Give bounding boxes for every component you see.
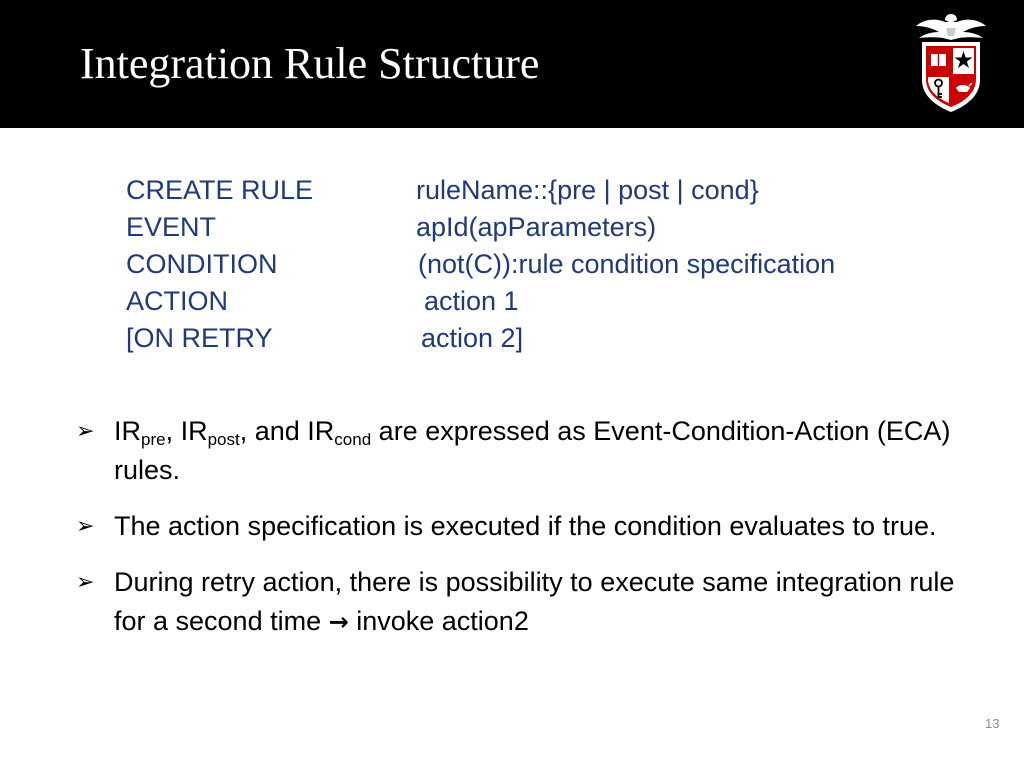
bullet-item-eca [76,412,956,490]
arrowhead-bullet-icon: ➢ [76,419,95,444]
rule-keyword: EVENT [126,212,217,242]
arrowhead-bullet-icon: ➢ [76,514,95,539]
subscript-pre: pre [141,430,166,449]
page-number: 13 [985,716,1000,731]
bullet-item-condition [76,507,956,546]
right-arrow-icon: → [328,608,349,636]
rule-value: action 1 [424,286,519,316]
rule-value: (not(C)):rule condition specification [418,249,836,279]
shield-icon [922,42,980,112]
rule-value: apId(apParameters) [416,212,657,242]
university-seal-logo [912,10,990,114]
slide-title: Integration Rule Structure [80,39,540,88]
bullet-text [114,567,954,636]
rule-keyword: CONDITION [126,249,278,279]
rule-value: ruleName::{pre | post | cond} [416,175,759,205]
rule-keyword: [ON RETRY [126,323,273,353]
rule-keyword: ACTION [126,286,229,316]
ir-label: , and IR [239,416,335,446]
bullet-text-after: invoke action2 [348,606,529,636]
bullet-text-main: During retry action, there is possibility to execute same integration rule for a second time [114,567,955,636]
eagle-icon [916,14,986,40]
subscript-post: post [207,430,240,449]
ir-label: IR [114,416,141,446]
bullet-text-rest: are expressed as Event-Condition-Action (ECA) rules. [114,416,951,485]
bullet-text: The action specification is executed if the condition evaluates to true. [114,511,937,541]
bullet-text [114,416,950,485]
arrowhead-bullet-icon: ➢ [76,570,95,595]
bullet-item-retry [76,563,956,642]
subscript-cond: cond [334,430,372,449]
bullet-list [76,412,956,659]
title-bar [0,0,1024,128]
rule-keyword: CREATE RULE [126,175,314,205]
ir-label: , IR [165,416,208,446]
rule-value: action 2] [421,323,524,353]
